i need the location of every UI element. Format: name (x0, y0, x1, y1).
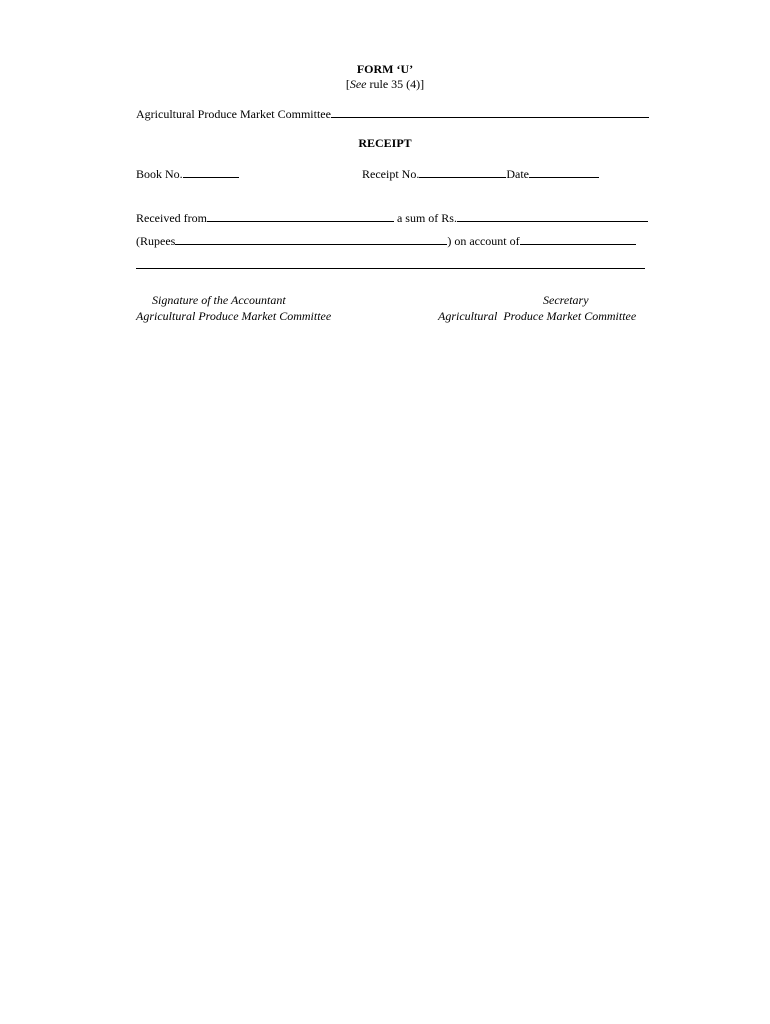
receipt-heading: RECEIPT (358, 136, 412, 150)
rule-reference (0, 77, 770, 91)
secretary-committee-name: Agricultural Produce Market Committee (438, 309, 637, 323)
continuation-blank[interactable] (136, 257, 645, 269)
received-from-blank[interactable] (207, 210, 394, 222)
rule-ref-rest: rule 35 (4)] (366, 77, 425, 91)
rule-ref-see: See (349, 77, 367, 91)
receipt-no-label: Receipt No. (362, 167, 420, 181)
committee-line (136, 106, 649, 121)
rupees-label: (Rupees (136, 234, 176, 248)
on-account-label: ) on account of (447, 234, 520, 248)
book-no-label: Book No. (136, 167, 183, 181)
receipt-no-field (362, 166, 599, 181)
date-blank[interactable] (529, 166, 599, 178)
book-no-blank[interactable] (183, 166, 239, 178)
secretary-title: Secretary (543, 293, 589, 307)
sum-of-label: a sum of Rs. (393, 211, 457, 225)
committee-blank[interactable] (331, 106, 649, 118)
date-label: Date (506, 167, 529, 181)
book-no-field (136, 166, 239, 181)
rupees-blank[interactable] (175, 233, 447, 245)
rupees-line (136, 233, 636, 248)
receipt-no-blank[interactable] (419, 166, 506, 178)
received-from-line (136, 210, 648, 225)
committee-label: Agricultural Produce Market Committee (136, 107, 331, 121)
form-title: FORM ‘U’ (356, 62, 414, 76)
accountant-committee-name: Agricultural Produce Market Committee (136, 309, 332, 323)
rule-ref-open: [ (345, 77, 350, 91)
on-account-blank[interactable] (520, 233, 636, 245)
accountant-signature-title: Signature of the Accountant (152, 293, 286, 307)
received-from-label: Received from (136, 211, 207, 225)
sum-blank[interactable] (457, 210, 648, 222)
